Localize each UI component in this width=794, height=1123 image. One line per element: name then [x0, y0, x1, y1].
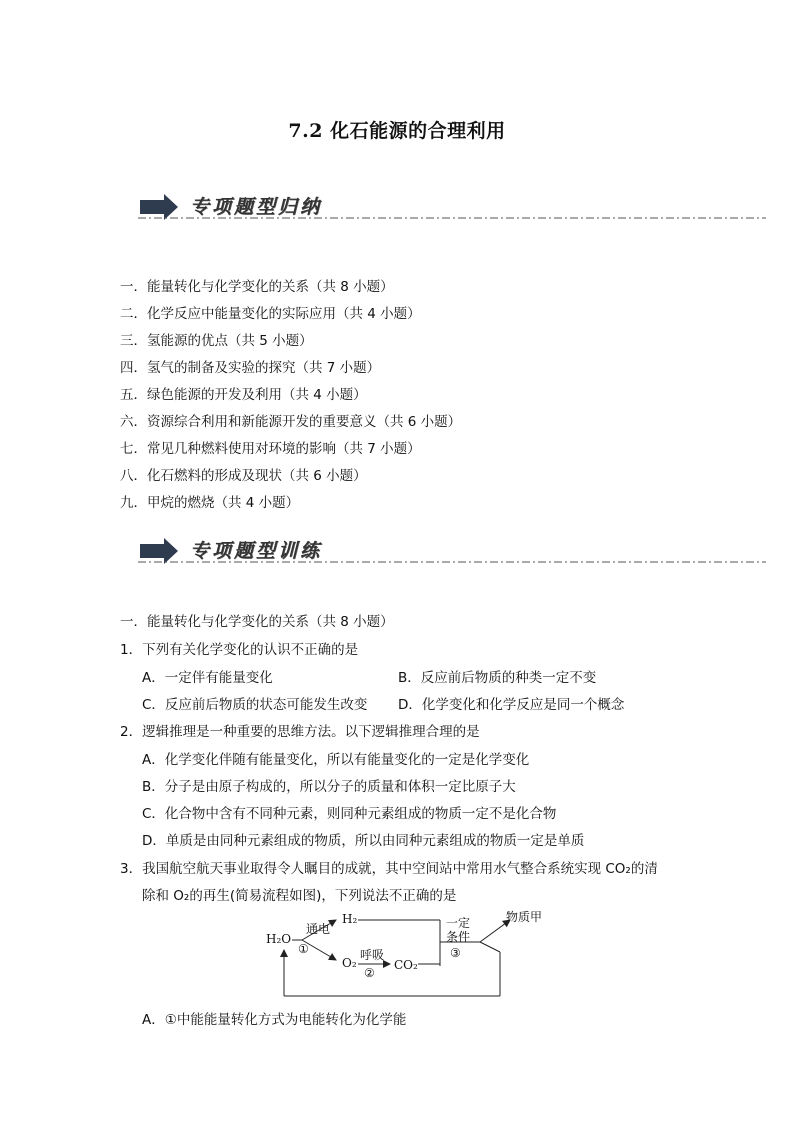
banner-label: 专项题型训练 — [190, 540, 323, 562]
toc-item[interactable]: 一．能量转化与化学变化的关系（共 8 小题） — [120, 279, 394, 295]
toc-item[interactable]: 二．化学反应中能量变化的实际应用（共 4 小题） — [120, 306, 421, 322]
question-2-option-c[interactable]: C．化合物中含有不同种元素，则同种元素组成的物质一定不是化合物 — [142, 806, 557, 822]
page-title: 7.2 化石能源的合理利用 — [288, 120, 506, 142]
question-1-option-b[interactable]: B．反应前后物质的种类一定不变 — [398, 670, 597, 686]
toc-item[interactable]: 三．氢能源的优点（共 5 小题） — [120, 333, 313, 349]
label-o2: O₂ — [342, 956, 357, 970]
toc-item[interactable]: 八．化石燃料的形成及现状（共 6 小题） — [120, 468, 367, 484]
question-1-stem: 1．下列有关化学变化的认识不正确的是 — [120, 642, 359, 658]
label-tongdian: 通电 — [306, 922, 331, 936]
question-1-option-c[interactable]: C．反应前后物质的状态可能发生改变 — [142, 697, 368, 713]
question-3-stem: 3．我国航空航天事业取得令人瞩目的成就，其中空间站中常用水气整合系统实现 CO₂的清 — [120, 861, 658, 877]
question-2-option-a[interactable]: A．化学变化伴随有能量变化，所以有能量变化的一定是化学变化 — [142, 752, 530, 768]
flow-diagram — [262, 906, 562, 1002]
label-step-2: ② — [364, 966, 375, 980]
section-banner-summary — [138, 190, 766, 230]
question-1-option-d[interactable]: D．化学变化和化学反应是同一个概念 — [398, 697, 625, 713]
section-heading: 一．能量转化与化学变化的关系（共 8 小题） — [120, 614, 394, 630]
question-2-option-b[interactable]: B．分子是由原子构成的，所以分子的质量和体积一定比原子大 — [142, 779, 516, 795]
toc-item[interactable]: 五．绿色能源的开发及利用（共 4 小题） — [120, 387, 367, 403]
label-step-3: ③ — [450, 946, 461, 960]
label-step-1: ① — [298, 942, 309, 956]
label-yiding: 一定 — [446, 916, 471, 930]
question-2-option-d[interactable]: D．单质是由同种元素组成的物质，所以由同种元素组成的物质一定是单质 — [142, 833, 585, 849]
question-1-option-a[interactable]: A．一定伴有能量变化 — [142, 670, 273, 686]
toc-item[interactable]: 四．氢气的制备及实验的探究（共 7 小题） — [120, 360, 381, 376]
toc-item[interactable]: 七．常见几种燃料使用对环境的影响（共 7 小题） — [120, 441, 421, 457]
label-co2: CO₂ — [394, 958, 418, 972]
label-huxi: 呼吸 — [360, 948, 385, 962]
section-banner-training — [138, 534, 766, 574]
label-h2o: H₂O — [266, 932, 292, 946]
banner-label: 专项题型归纳 — [190, 196, 323, 218]
label-tiaojian: 条件 — [446, 930, 471, 944]
label-h2: H₂ — [342, 912, 358, 926]
question-3-option-a[interactable]: A．①中能能量转化方式为电能转化为化学能 — [142, 1012, 407, 1028]
question-3-stem-cont: 除和 O₂的再生(简易流程如图)，下列说法不正确的是 — [142, 888, 457, 904]
question-2-stem: 2．逻辑推理是一种重要的思维方法。以下逻辑推理合理的是 — [120, 724, 480, 740]
toc-item[interactable]: 六．资源综合利用和新能源开发的重要意义（共 6 小题） — [120, 414, 462, 430]
toc-item[interactable]: 九．甲烷的燃烧（共 4 小题） — [120, 495, 300, 511]
label-product: 物质甲 — [506, 910, 543, 924]
